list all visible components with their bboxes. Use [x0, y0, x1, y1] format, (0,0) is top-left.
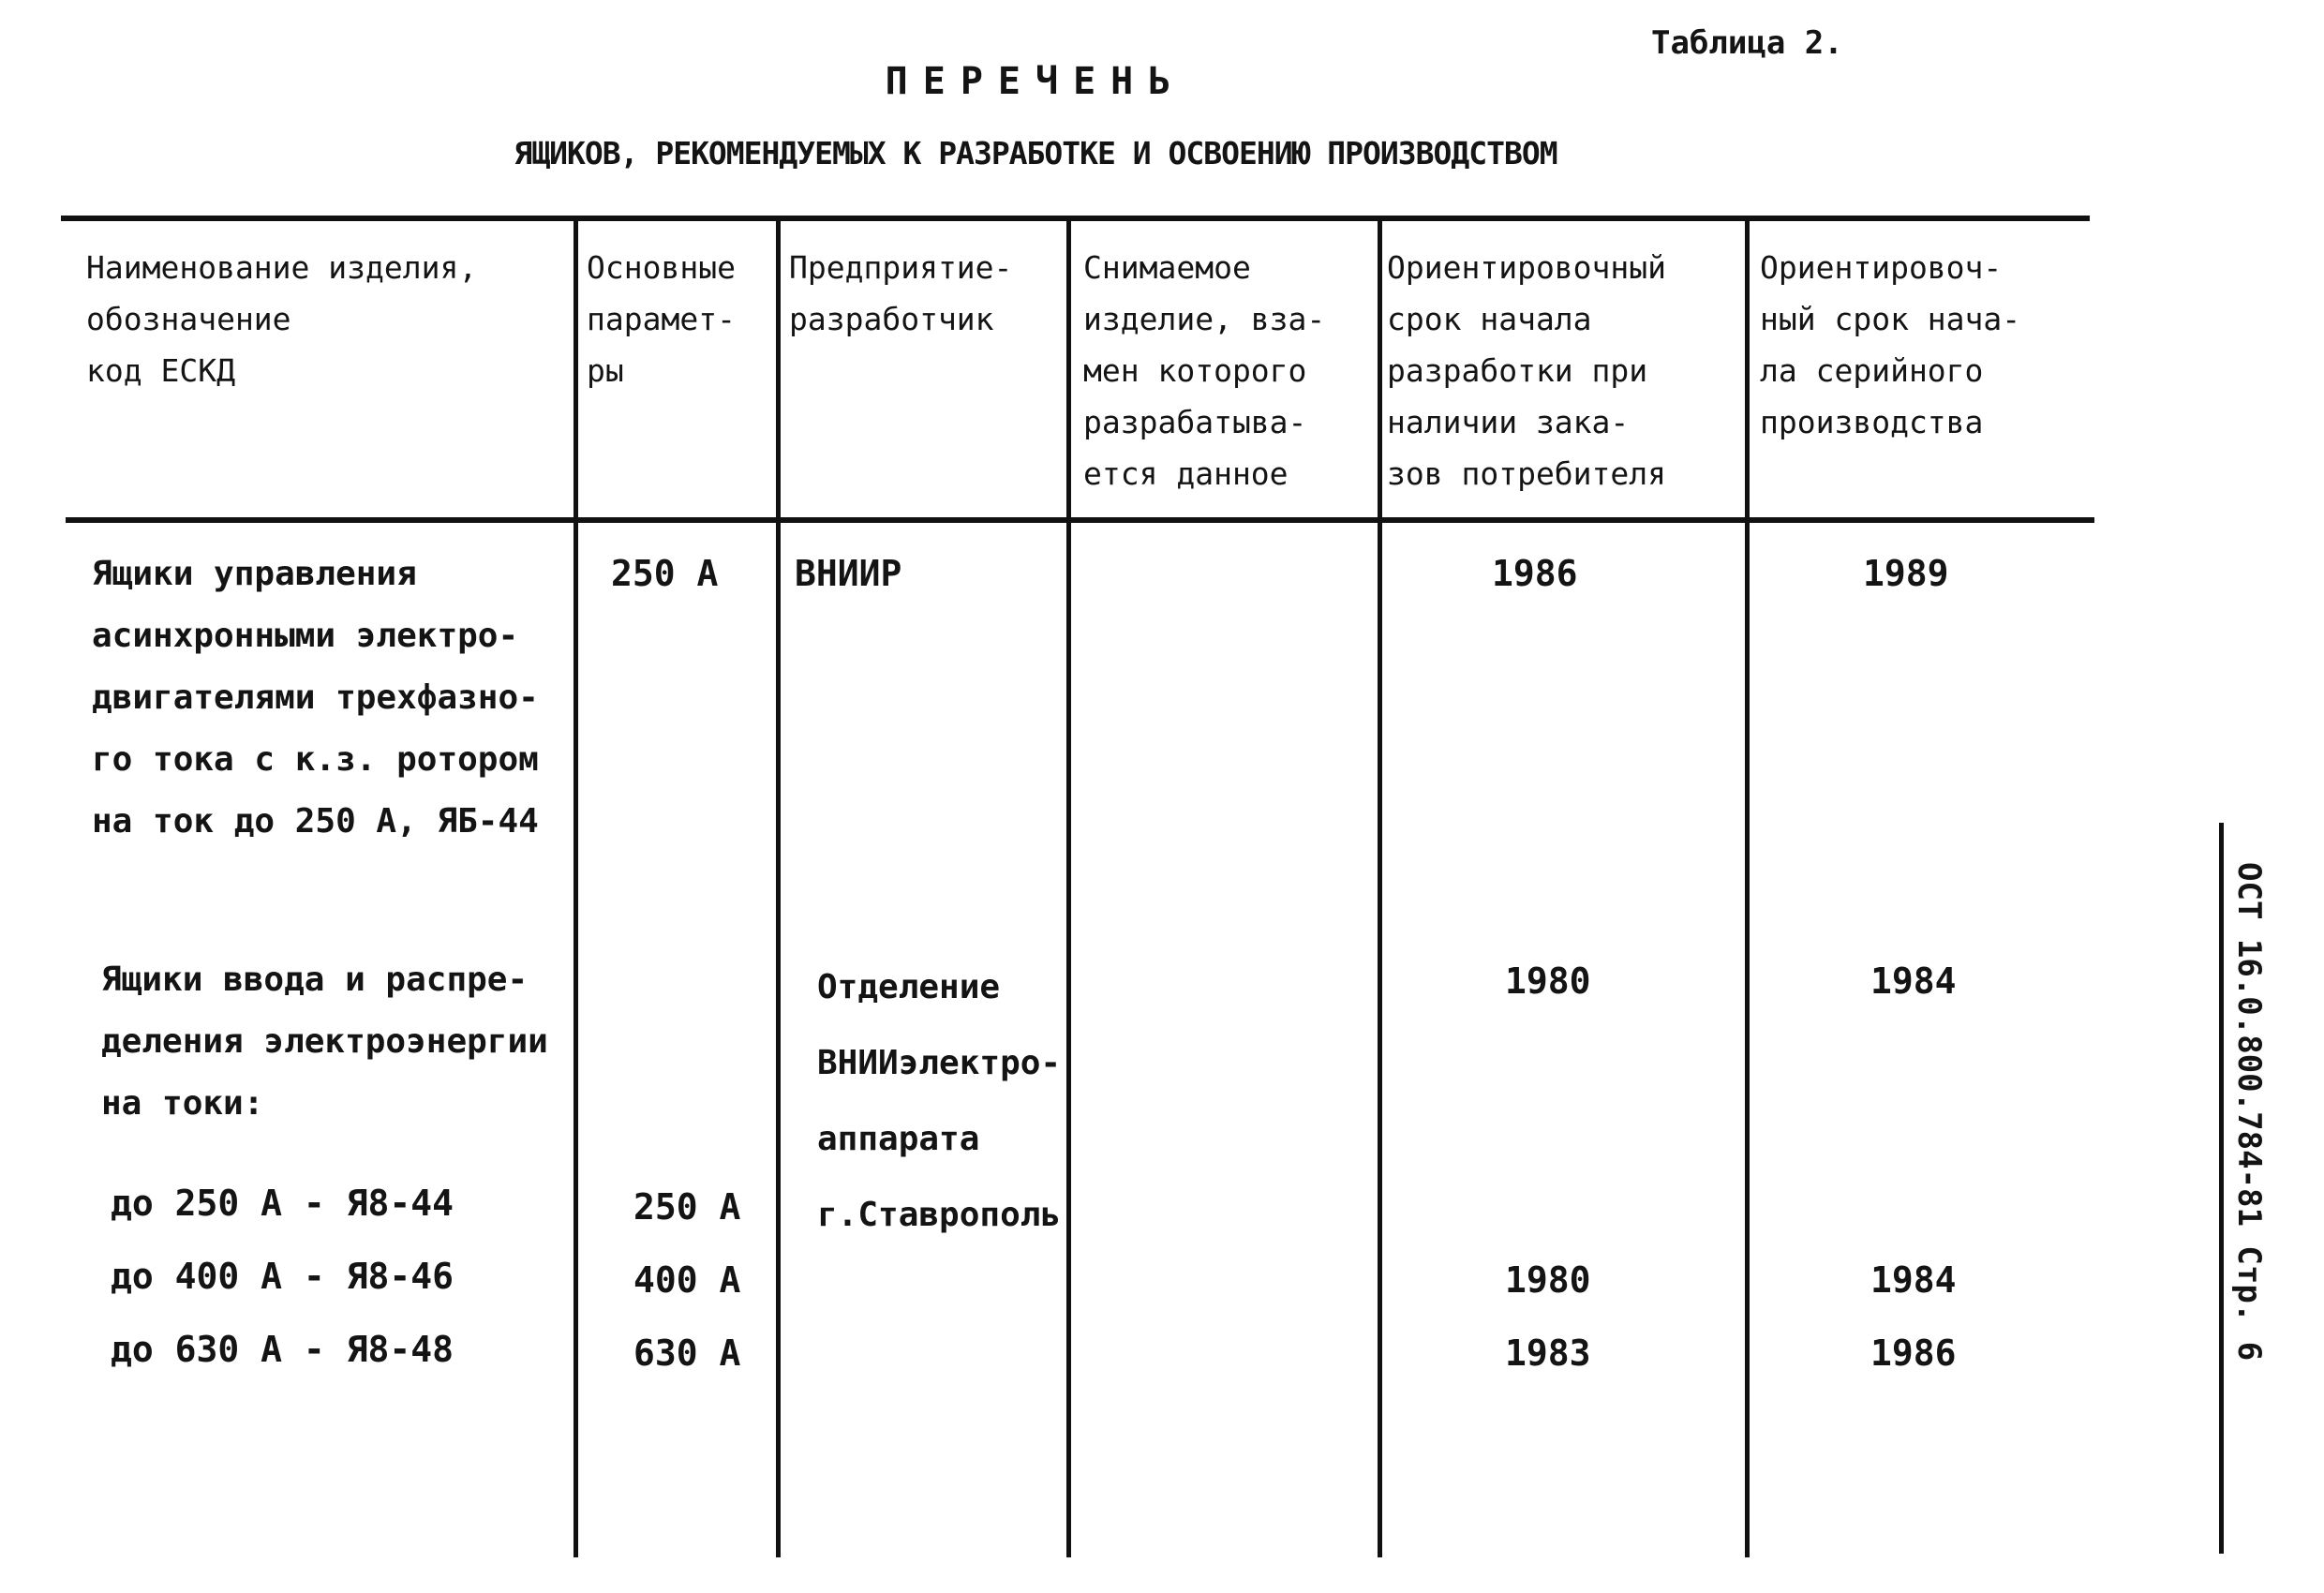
column-divider-3: [1066, 217, 1071, 1557]
row-2-name: Ящики ввода и распре- деления электроэнергии на токи:: [101, 960, 548, 1123]
row-5-serial-start: 1986: [1870, 1332, 1957, 1374]
row-5-param: 630 А: [633, 1332, 741, 1374]
table-number-label: Таблица 2.: [1651, 24, 1843, 62]
column-divider-2: [776, 217, 781, 1557]
row-1-name: Ящики управления асинхронными электро- двигателями трехфазно- го тока с к.з. ротором на ток до 250 А, ЯБ-44: [92, 555, 539, 841]
row-5-dev-start: 1983: [1505, 1332, 1591, 1374]
document-title: ПЕРЕЧЕНЬ: [885, 60, 1186, 103]
right-margin-line: [2219, 823, 2224, 1554]
row-4-dev-start: 1980: [1505, 1259, 1591, 1301]
row-3-name: до 250 А - Я8-44: [111, 1183, 454, 1224]
column-divider-1: [574, 217, 578, 1557]
row-4-serial-start: 1984: [1870, 1259, 1957, 1301]
row-1-serial-start: 1989: [1863, 553, 1949, 594]
header-params: Основные парамет- ры: [587, 249, 736, 389]
row-3-param: 250 А: [633, 1186, 741, 1228]
header-replaced: Снимаемое изделие, вза- мен которого разрабатыва- ется данное: [1083, 249, 1326, 492]
document-subtitle: ЯЩИКОВ, РЕКОМЕНДУЕМЫХ К РАЗРАБОТКЕ И ОСВОЕНИЮ ПРОИЗВОДСТВОМ: [514, 135, 1557, 171]
header-bottom-rule: [66, 517, 2094, 523]
row-4-param: 400 А: [633, 1259, 741, 1301]
header-serial-start: Ориентировоч- ный срок нача- ла серийного производства: [1760, 249, 2021, 440]
table-top-rule: [61, 216, 2090, 221]
row-5-name: до 630 А - Я8-48: [111, 1329, 454, 1370]
standard-page-code: ОСТ 16.0.800.784-81 Стр. 6: [2230, 862, 2268, 1362]
header-dev-start: Ориентировочный срок начала разработки при наличии зака- зов потребителя: [1387, 249, 1667, 492]
row-1-developer: ВНИИР: [795, 553, 902, 594]
row-1-dev-start: 1986: [1492, 553, 1578, 594]
header-developer: Предприятие- разработчик: [789, 249, 1013, 337]
row-4-name: до 400 А - Я8-46: [111, 1256, 454, 1297]
column-divider-5: [1745, 217, 1750, 1557]
row-2-developer: Отделение ВНИИэлектро- аппарата г.Ставрополь: [817, 968, 1062, 1234]
row-1-param: 250 А: [611, 553, 719, 594]
row-2-serial-start: 1984: [1870, 960, 1957, 1002]
header-name: Наименование изделия, обозначение код ЕСКД: [86, 249, 478, 389]
column-divider-4: [1378, 217, 1382, 1557]
row-2-dev-start: 1980: [1505, 960, 1591, 1002]
